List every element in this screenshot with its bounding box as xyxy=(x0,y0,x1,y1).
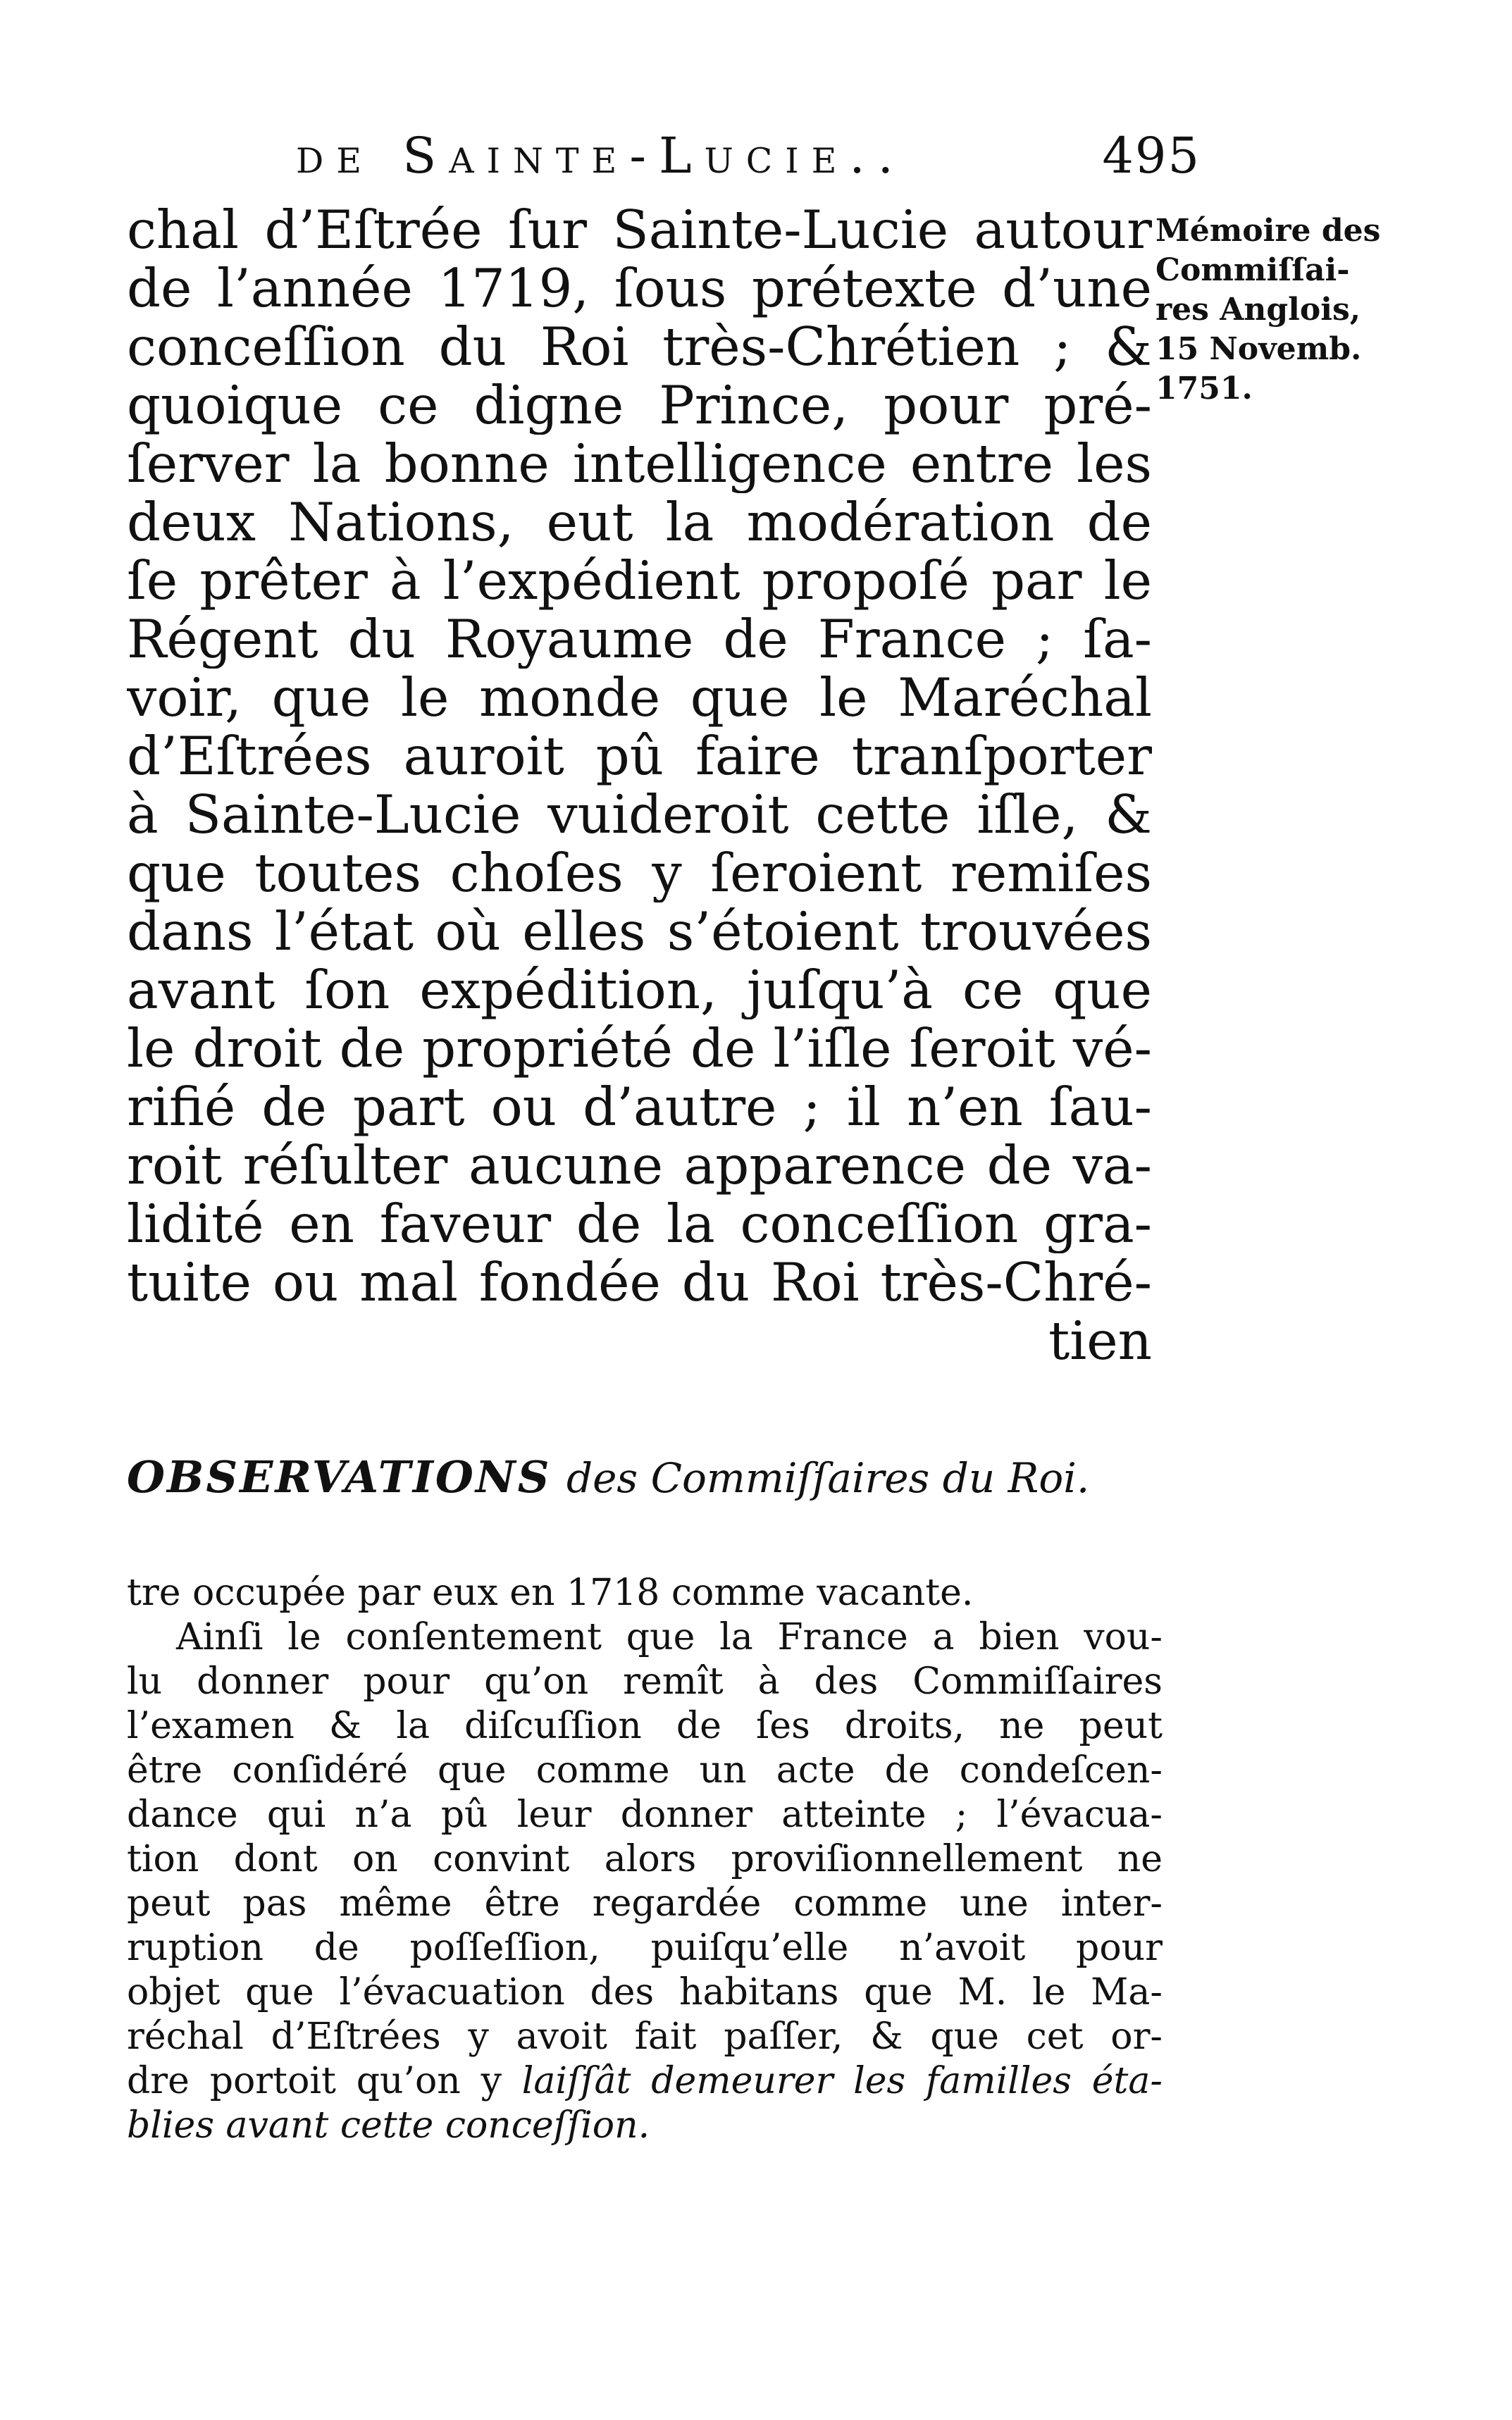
observations-line: réchal d’Eſtrées y avoit fait paſſer, & que cet or- xyxy=(127,2016,1163,2058)
observations-line: objet que l’évacuation des habitans que M. le Ma- xyxy=(127,1971,1163,2013)
main-text-line: que toutes choſes y ſeroient remiſes xyxy=(127,844,1152,902)
observations-line-roman: dre portoit qu’on y xyxy=(127,2060,522,2102)
main-text-line: chal d’Eſtrée ſur Sainte-Lucie autour xyxy=(127,201,1152,259)
main-text-line: de l’année 1719, ſous prétexte d’une xyxy=(127,259,1152,318)
marginal-note xyxy=(1155,211,1487,409)
observations-line: tion dont on convint alors proviſionnellement ne xyxy=(127,1838,1163,1880)
observations-line: ruption de poſſeſſion, puiſqu’elle n’avoit pour xyxy=(127,1927,1163,1969)
main-text-line: à Sainte-Lucie vuideroit cette iſle, & xyxy=(127,786,1152,844)
main-text-line: dans l’état où elles s’étoient trouvées xyxy=(127,902,1152,961)
observations-line-italic: laiſſât demeurer les familles éta- xyxy=(521,2060,1163,2102)
marginal-note-line: Commiſſai- xyxy=(1155,252,1350,288)
observations-line: dance qui n’a pû leur donner atteinte ; l’évacua- xyxy=(127,1794,1163,1836)
observations-text-block xyxy=(127,1571,1163,2148)
observations-line: Ainſi le conſentement que la France a bien vou- xyxy=(176,1616,1163,1658)
main-text-line: d’Eſtrées auroit pû faire tranſporter xyxy=(127,727,1152,786)
main-text-line: conceſſion du Roi très-Chrétien ; & xyxy=(127,318,1152,376)
observations-line: être conſidéré que comme un acte de condeſcen- xyxy=(127,1749,1163,1792)
observations-line-mixed xyxy=(127,2059,1163,2104)
main-text-line: roit réſulter aucune apparence de va- xyxy=(127,1136,1152,1195)
marginal-note-line: 15 Novemb. xyxy=(1155,331,1362,367)
observations-heading xyxy=(127,1451,1163,1503)
main-text-line: Régent du Royaume de France ; ſa- xyxy=(127,610,1152,669)
main-text-line: tuite ou mal fondée du Roi très-Chré- xyxy=(127,1253,1152,1312)
observations-line: lu donner pour qu’on remît à des Commiſſaires xyxy=(127,1661,1163,1703)
main-text-line: ſe prêter à l’expédient propoſé par le xyxy=(127,552,1152,610)
catchword: tien xyxy=(1048,1312,1152,1370)
page-header xyxy=(296,127,1201,204)
page-number: 495 xyxy=(1102,127,1201,185)
main-text-line: lidité en faveur de la conceſſion gra- xyxy=(127,1195,1152,1253)
main-text-line: le droit de propriété de l’iſle ſeroit vé- xyxy=(127,1019,1152,1078)
marginal-note-line: 1751. xyxy=(1155,371,1253,407)
observations-line: peut pas même être regardée comme une inter- xyxy=(127,1882,1163,1925)
main-text-block xyxy=(127,201,1152,1370)
marginal-note-line: Mémoire des xyxy=(1155,213,1381,249)
main-text-line: rifié de part ou d’autre ; il n’en ſau- xyxy=(127,1078,1152,1136)
main-text-line: voir, que le monde que le Maréchal xyxy=(127,669,1152,727)
observations-last-line: blies avant cette conceſſion. xyxy=(127,2104,650,2147)
observations-line: tre occupée par eux en 1718 comme vacante. xyxy=(127,1572,974,1614)
observations-heading-subtitle: des Commiſſaires du Roi. xyxy=(566,1454,1090,1502)
main-text-line: ſerver la bonne intelligence entre les xyxy=(127,435,1152,493)
main-text-line: quoique ce digne Prince, pour pré- xyxy=(127,376,1152,435)
main-text-line: deux Nations, eut la modération de xyxy=(127,493,1152,552)
marginal-note-line: res Anglois, xyxy=(1155,292,1361,328)
main-text-line: avant ſon expédition, juſqu’à ce que xyxy=(127,961,1152,1019)
running-title: de Sainte-Lucie.. xyxy=(296,127,906,185)
observations-heading-title: OBSERVATIONS xyxy=(127,1451,552,1503)
observations-line: l’examen & la diſcuſſion de ſes droits, ne peut xyxy=(127,1705,1163,1747)
